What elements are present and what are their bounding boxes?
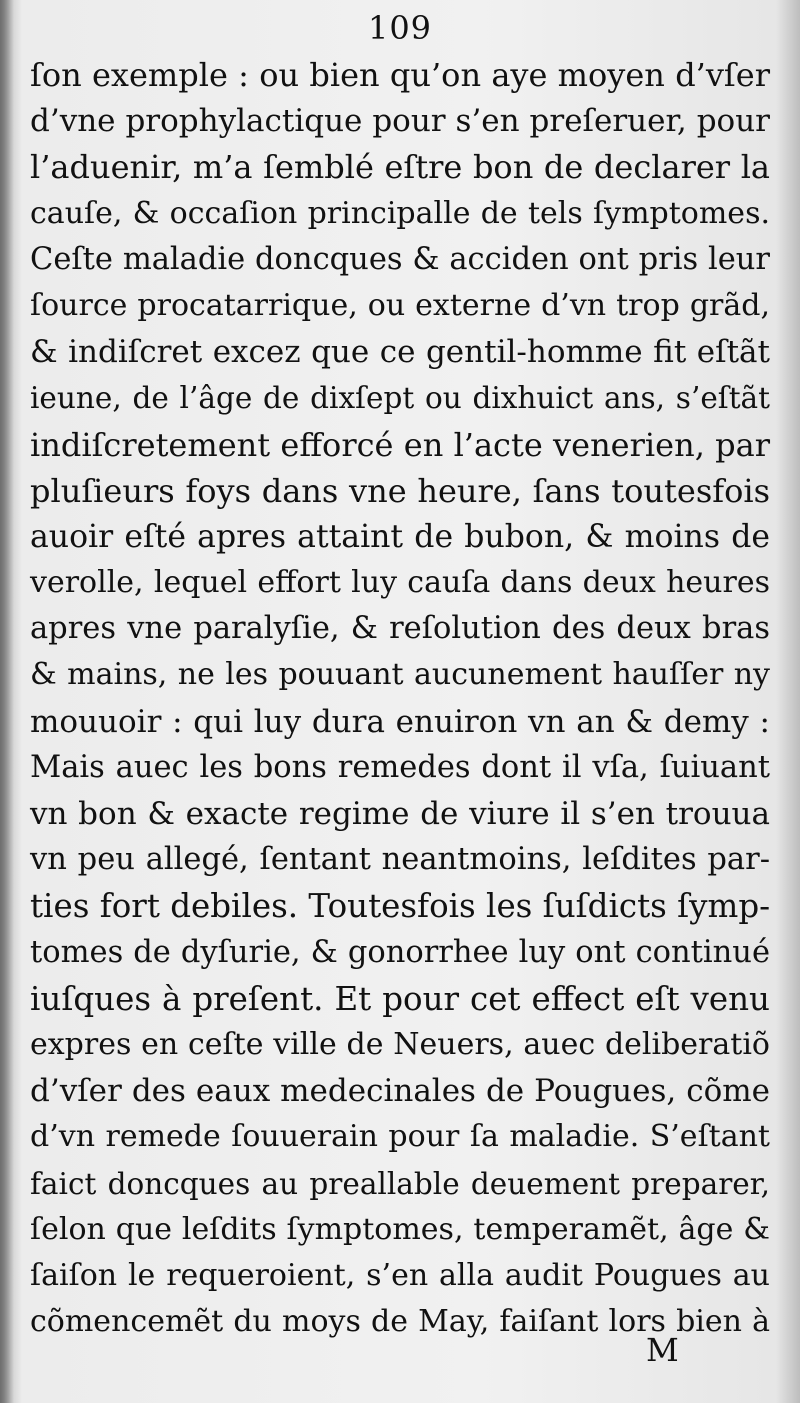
text-line: ieune, de l’âge de dixſept ou dixhuict ans, s’eſtãt <box>30 381 770 416</box>
text-line: apres vne paralyſie, & reſolution des deux bras <box>30 611 770 647</box>
text-line: cauſe, & occaſion principalle de tels ſymptomes. <box>30 195 770 231</box>
text-line: verolle, lequel effort luy cauſa dans deux heures <box>30 565 770 601</box>
text-line: l’aduenir, m’a ſemblé eſtre bon de declarer la <box>30 148 770 187</box>
text-line: ſelon que leſdits ſymptomes, temperamẽt, âge & <box>30 1211 770 1247</box>
text-line: ſon exemple : ou bien qu’on aye moyen d’vſer <box>30 56 770 94</box>
text-line: & mains, ne les pouuant aucunement hauſſer ny <box>30 657 770 693</box>
page-number: 109 <box>367 9 433 47</box>
text-line: d’vn remede ſouuerain pour ſa maladie. S’eſtant <box>30 1119 770 1155</box>
text-line: pluſieurs foys dans vne heure, ſans toutesfois <box>30 471 770 510</box>
text-line: auoir eſté apres attaint de bubon, & moins de <box>30 518 770 555</box>
gutter-shadow <box>0 0 14 1403</box>
text-line: faict doncques au preallable deuement preparer, <box>30 1166 770 1201</box>
text-line: d’vne prophylactique pour s’en preſeruer, pour <box>30 103 770 140</box>
text-line: Mais auec les bons remedes dont il vſa, ſuiuant <box>30 749 770 785</box>
text-line: ſource procatarrique, ou externe d’vn trop grãd, <box>30 287 770 323</box>
text-line: vn bon & exacte regime de viure il s’en trouua <box>30 796 770 832</box>
text-line: expres en ceſte ville de Neuers, auec deliberatiõ <box>30 1026 770 1062</box>
text-line: indiſcretement efforcé en l’acte venerien, par <box>30 425 770 464</box>
text-line: Ceſte maladie doncques & acciden ont pris leur <box>30 241 770 277</box>
body-text <box>30 52 770 1345</box>
signature-mark: M <box>646 1331 680 1369</box>
text-line: mouuoir : qui luy dura enuiron vn an & demy : <box>30 703 770 740</box>
text-line: cõmencemẽt du moys de May, faiſant lors bien à <box>30 1304 770 1340</box>
text-line: ties fort debiles. Toutesfois les ſuſdicts ſymp- <box>30 887 771 926</box>
text-line: tomes de dyſurie, & gonorrhee luy ont continué <box>30 934 770 970</box>
text-line: d’vſer des eaux medecinales de Pougues, cõme <box>30 1073 770 1110</box>
text-line: vn peu allegé, ſentant neantmoins, leſdites par- <box>30 842 770 878</box>
text-line: iuſques à preſent. Et pour cet effect eſt venu <box>30 979 770 1018</box>
text-line: & indiſcret excez que ce gentil-homme fit eſtãt <box>30 334 770 371</box>
text-line: ſaiſon le requeroient, s’en alla audit Pougues au <box>30 1257 770 1293</box>
